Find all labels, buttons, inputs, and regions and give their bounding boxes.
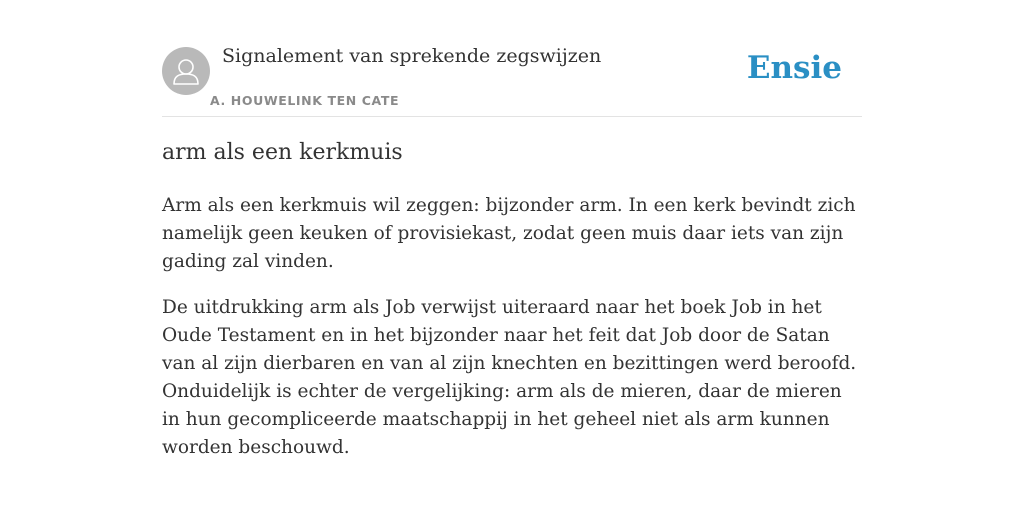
entry-header xyxy=(162,0,862,117)
user-icon xyxy=(162,47,210,95)
entry-paragraph: De uitdrukking arm als Job verwijst uiteraard naar het boek Job in het Oude Testament en in het bijzonder naar het feit dat Job door de Satan van al zijn dierbaren en van al zijn knechten en bezittingen werd beroofd. Onduidelijk is echter de vergelijking: arm als de mieren, daar de mieren in hun gecompliceerde maatschappij in het geheel niet als arm kunnen worden beschouwd. xyxy=(162,297,857,458)
entry-paragraph: Arm als een kerkmuis wil zeggen: bijzonder arm. In een kerk bevindt zich namelijk geen keuken of provisiekast, zodat geen muis daar iets van zijn gading zal vinden. xyxy=(162,195,856,272)
entry-body xyxy=(162,192,862,480)
ensie-logo[interactable]: Ensie xyxy=(746,50,842,86)
author-name[interactable]: A. HOUWELINK TEN CATE xyxy=(210,93,400,108)
entry-title: arm als een kerkmuis xyxy=(162,140,403,165)
author-avatar[interactable] xyxy=(162,47,210,95)
book-title-link[interactable]: Signalement van sprekende zegswijzen xyxy=(222,45,602,67)
